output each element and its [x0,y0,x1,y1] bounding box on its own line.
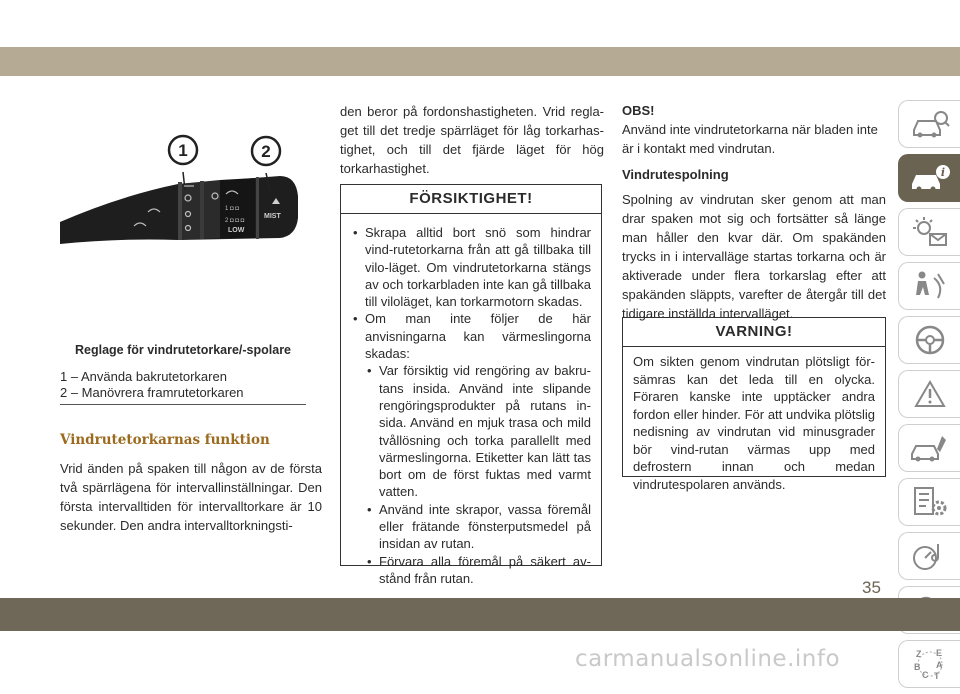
caution-subbullet-3: • Förvara alla föremål på säkert av-stånd från rutan. [367,553,591,586]
col1-paragraph: Vrid änden på spaken till någon av de första två spärrlägena för intervallinställningar. Den första intervalltiden för intervalltorkare är 10 sekunder. Den andra intervalltorkningsti- [60,461,322,533]
washing-paragraph: Spolning av vindrutan sker genom att man drar spaken mot sig och fortsätter så länge man håller den kvar där. Om spakänden trycks in i intervalläge startas torkarna och är aktiverade under flera torkarslag efter att spakänden släppts, varefter de återgår till det tidigare inställda intervalläget. [622,192,886,321]
svg-text:Z: Z [915,649,921,659]
tab-checklist-gear[interactable] [898,478,960,526]
col3 [622,102,886,323]
caution-bullet-1: • Skrapa alltid bort snö som hindrar vind-rutetorkarna från att gå tillbaka till vilo-läget. Om vindrutetorkarna stängs av och torkarbladen inte kan gå tillbaka till viloläget, kan torkarmotorn skadas. [353,224,591,310]
lever-label-low: LOW [228,227,245,234]
svg-text:1 ◘ ◘: 1 ◘ ◘ [225,206,239,212]
svg-text:A: A [935,660,942,670]
tab-alphabet-index[interactable] [898,640,960,688]
caution-box [340,184,602,586]
page-number: 35 [862,578,881,597]
lever-label-mist: MIST [264,213,281,220]
subheading-washing: Vindrutespolning [622,167,729,182]
road-warning-icon [908,376,952,412]
warning-box [622,317,886,492]
caution-subbullet-2-text: Använd inte skrapor, vassa föremål eller frätande fönsterputsmedel på insidan av rutan. [379,501,591,552]
multimedia-icon [908,538,952,574]
tab-car-info[interactable] [898,154,960,202]
caution-subbullet-3-text: Förvara alla föremål på säkert av-stånd från rutan. [379,553,591,586]
svg-text:E: E [935,648,942,658]
callout-2: 2 [261,142,271,161]
steering-wheel-icon [908,322,952,358]
section-title: Vindrutetorkarnas funktion [60,432,270,448]
tab-car-magnifier[interactable] [898,100,960,148]
obs-label: OBS! [622,103,655,118]
tab-warning-lights[interactable] [898,208,960,256]
col2-paragraph: den beror på fordonshastigheten. Vrid regla-get till det tredje spärrläget för låg torkarhas-tighet, och till det fjärde läget för hög torkarhastighet. [340,104,604,176]
caution-subbullet-1: • Var försiktig vid rengöring av bakru-tans insida. Använd inte slipande rengöringsprodukter på rutans in-sida. Använd en mjuk trasa och mild tvållösning och torka parallellt med värmeslingorna. Etiketter kan lätt tas bort om de först fuktas med varmt vatten. [367,363,591,500]
bottom-band [0,598,960,631]
caution-bullet-2-text: Om man inte följer de här anvisningarna kan värmeslingorna skadas: [365,311,591,362]
checklist-gear-icon [908,484,952,520]
svg-text:T: T [933,671,939,681]
caution-list [341,214,601,587]
warning-title: VARNING! [623,318,885,347]
caution-bullet-2 [353,310,591,362]
tab-multimedia[interactable] [898,532,960,580]
warning-lights-icon [908,214,952,250]
tab-seatbelt-airbag[interactable] [898,262,960,310]
warning-text: Om sikten genom vindrutan plötsligt för-sämras kan det leda till en olycka. Föraren kanske inte upptäcker andra fordon eller hinder. För att undvika plötslig nedisning av vindrutan vid minusgrader bör vind-rutan värmas upp med defrostern innan och medan vindrutespolaren används. [633,354,875,492]
caution-title: FÖRSIKTIGHET! [341,185,601,214]
seatbelt-airbag-icon [908,268,952,304]
figure-caption: Reglage för vindrutetorkare/-spolare [74,343,292,357]
watermark: carmanualsonline.info [575,646,841,672]
alphabet-index-icon [908,646,952,682]
svg-text:2 ◘ ◘ ◘: 2 ◘ ◘ ◘ [225,218,245,224]
svg-text:C: C [921,670,928,680]
tab-steering-wheel[interactable] [898,316,960,364]
svg-text:B: B [913,662,920,672]
tab-car-service[interactable] [898,424,960,472]
top-band [0,47,960,76]
legend-item-2: 2 – Manövrera framrutetorkaren [60,385,244,400]
tab-road-warning[interactable] [898,370,960,418]
car-service-icon [908,430,952,466]
legend-item-1: 1 – Använda bakrutetorkaren [60,369,227,384]
caution-subbullet-1-text: Var försiktig vid rengöring av bakru-tans insida. Använd inte slipande rengöringsprodukter på rutans in-sida. Använd en mjuk trasa och mild tvållösning och torka parallellt med värmeslingorna. Etiketter kan lätt tas bort om de först fuktas med varmt vatten. [379,363,591,500]
svg-text:i: i [940,166,945,179]
figure-legend [60,369,306,405]
car-info-icon [908,160,952,196]
obs-text: Använd inte vindrutetorkarna när bladen inte är i kontakt med vindrutan. [622,122,878,156]
callout-1: 1 [178,141,188,160]
wiper-lever-illustration [60,126,306,336]
caution-subbullet-2: • Använd inte skrapor, vassa föremål eller frätande fönsterputsmedel på insidan av rutan. [367,501,591,552]
car-magnifier-icon [908,106,952,142]
